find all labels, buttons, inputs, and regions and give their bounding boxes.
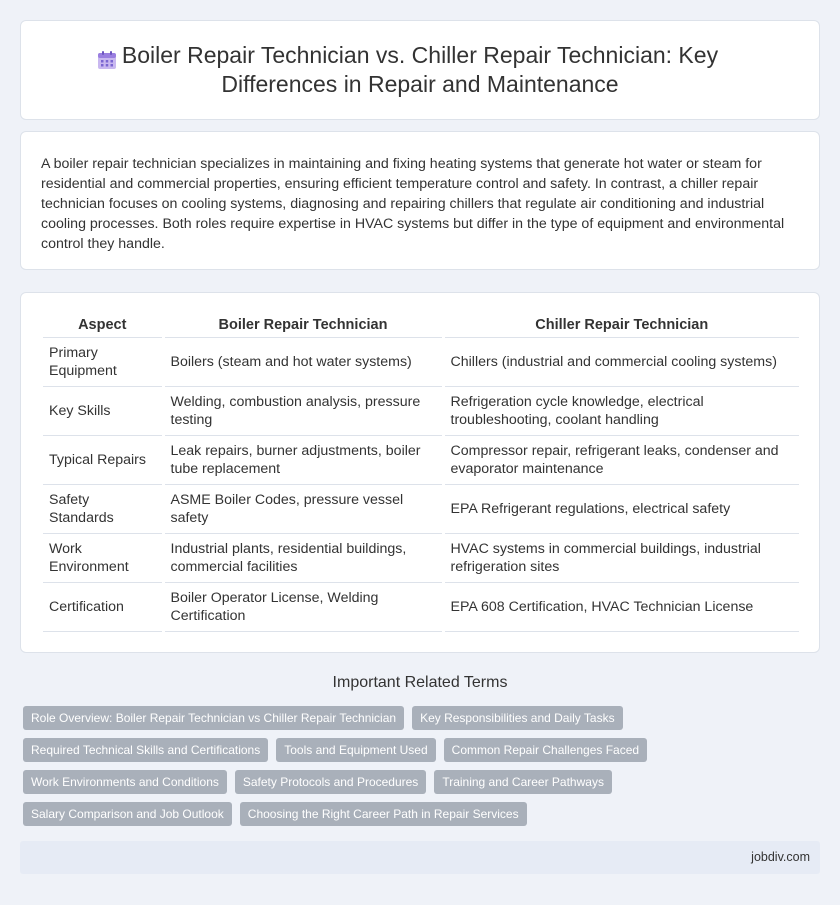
footer (20, 841, 820, 874)
row-aspect: Primary Equipment (43, 337, 163, 386)
header-card (20, 20, 820, 120)
table-row (43, 435, 799, 484)
related-term-tag[interactable]: Training and Career Pathways (434, 770, 612, 794)
row-boiler: Boilers (steam and hot water systems) (163, 337, 443, 386)
comparison-card (20, 292, 820, 653)
row-chiller: EPA 608 Certification, HVAC Technician License (443, 582, 799, 631)
comparison-table (43, 313, 799, 632)
row-chiller: EPA Refrigerant regulations, electrical safety (443, 484, 799, 533)
row-aspect: Key Skills (43, 386, 163, 435)
row-aspect: Safety Standards (43, 484, 163, 533)
table-row (43, 582, 799, 631)
page-title: Boiler Repair Technician vs. Chiller Repair Technician: Key Differences in Repair and Maintenance (121, 42, 719, 97)
related-term-tag[interactable]: Role Overview: Boiler Repair Technician vs Chiller Repair Technician (23, 706, 404, 730)
related-term-tag[interactable]: Required Technical Skills and Certifications (23, 738, 268, 762)
row-chiller: Refrigeration cycle knowledge, electrical troubleshooting, coolant handling (443, 386, 799, 435)
related-terms-list (23, 706, 823, 826)
row-boiler: ASME Boiler Codes, pressure vessel safety (163, 484, 443, 533)
related-term-tag[interactable]: Tools and Equipment Used (276, 738, 435, 762)
related-term-tag[interactable]: Safety Protocols and Procedures (235, 770, 426, 794)
related-terms-title: Important Related Terms (332, 674, 508, 691)
row-aspect: Certification (43, 582, 163, 631)
row-aspect: Work Environment (43, 533, 163, 582)
intro-card (20, 131, 820, 270)
table-row (43, 484, 799, 533)
row-chiller: HVAC systems in commercial buildings, industrial refrigeration sites (443, 533, 799, 582)
row-boiler: Industrial plants, residential buildings, commercial facilities (163, 533, 443, 582)
row-boiler: Boiler Operator License, Welding Certification (163, 582, 443, 631)
row-boiler: Leak repairs, burner adjustments, boiler tube replacement (163, 435, 443, 484)
related-term-tag[interactable]: Key Responsibilities and Daily Tasks (412, 706, 623, 730)
related-term-tag[interactable]: Common Repair Challenges Faced (444, 738, 647, 762)
row-boiler: Welding, combustion analysis, pressure testing (163, 386, 443, 435)
related-term-tag[interactable]: Choosing the Right Career Path in Repair Services (240, 802, 527, 826)
header-boiler: Boiler Repair Technician (163, 313, 443, 337)
table-row (43, 533, 799, 582)
table-row (43, 337, 799, 386)
related-term-tag[interactable]: Salary Comparison and Job Outlook (23, 802, 232, 826)
footer-site-link[interactable]: jobdiv.com (751, 850, 810, 864)
related-term-tag[interactable]: Work Environments and Conditions (23, 770, 227, 794)
intro-paragraph: A boiler repair technician specializes in maintaining and fixing heating systems that generate hot water or steam for residential and commercial properties, ensuring efficient temperature control and safety. In contrast, a chiller repair technician focuses on cooling systems, diagnosing and repairing chillers that regulate air conditioning and industrial cooling processes. Both roles require expertise in HVAC systems but differ in the type of equipment and environmental control they handle. (41, 156, 785, 252)
header-aspect: Aspect (43, 313, 163, 337)
row-aspect: Typical Repairs (43, 435, 163, 484)
table-row (43, 386, 799, 435)
table-header-row (43, 313, 799, 337)
row-chiller: Compressor repair, refrigerant leaks, condenser and evaporator maintenance (443, 435, 799, 484)
header-chiller: Chiller Repair Technician (443, 313, 799, 337)
row-chiller: Chillers (industrial and commercial cooling systems) (443, 337, 799, 386)
